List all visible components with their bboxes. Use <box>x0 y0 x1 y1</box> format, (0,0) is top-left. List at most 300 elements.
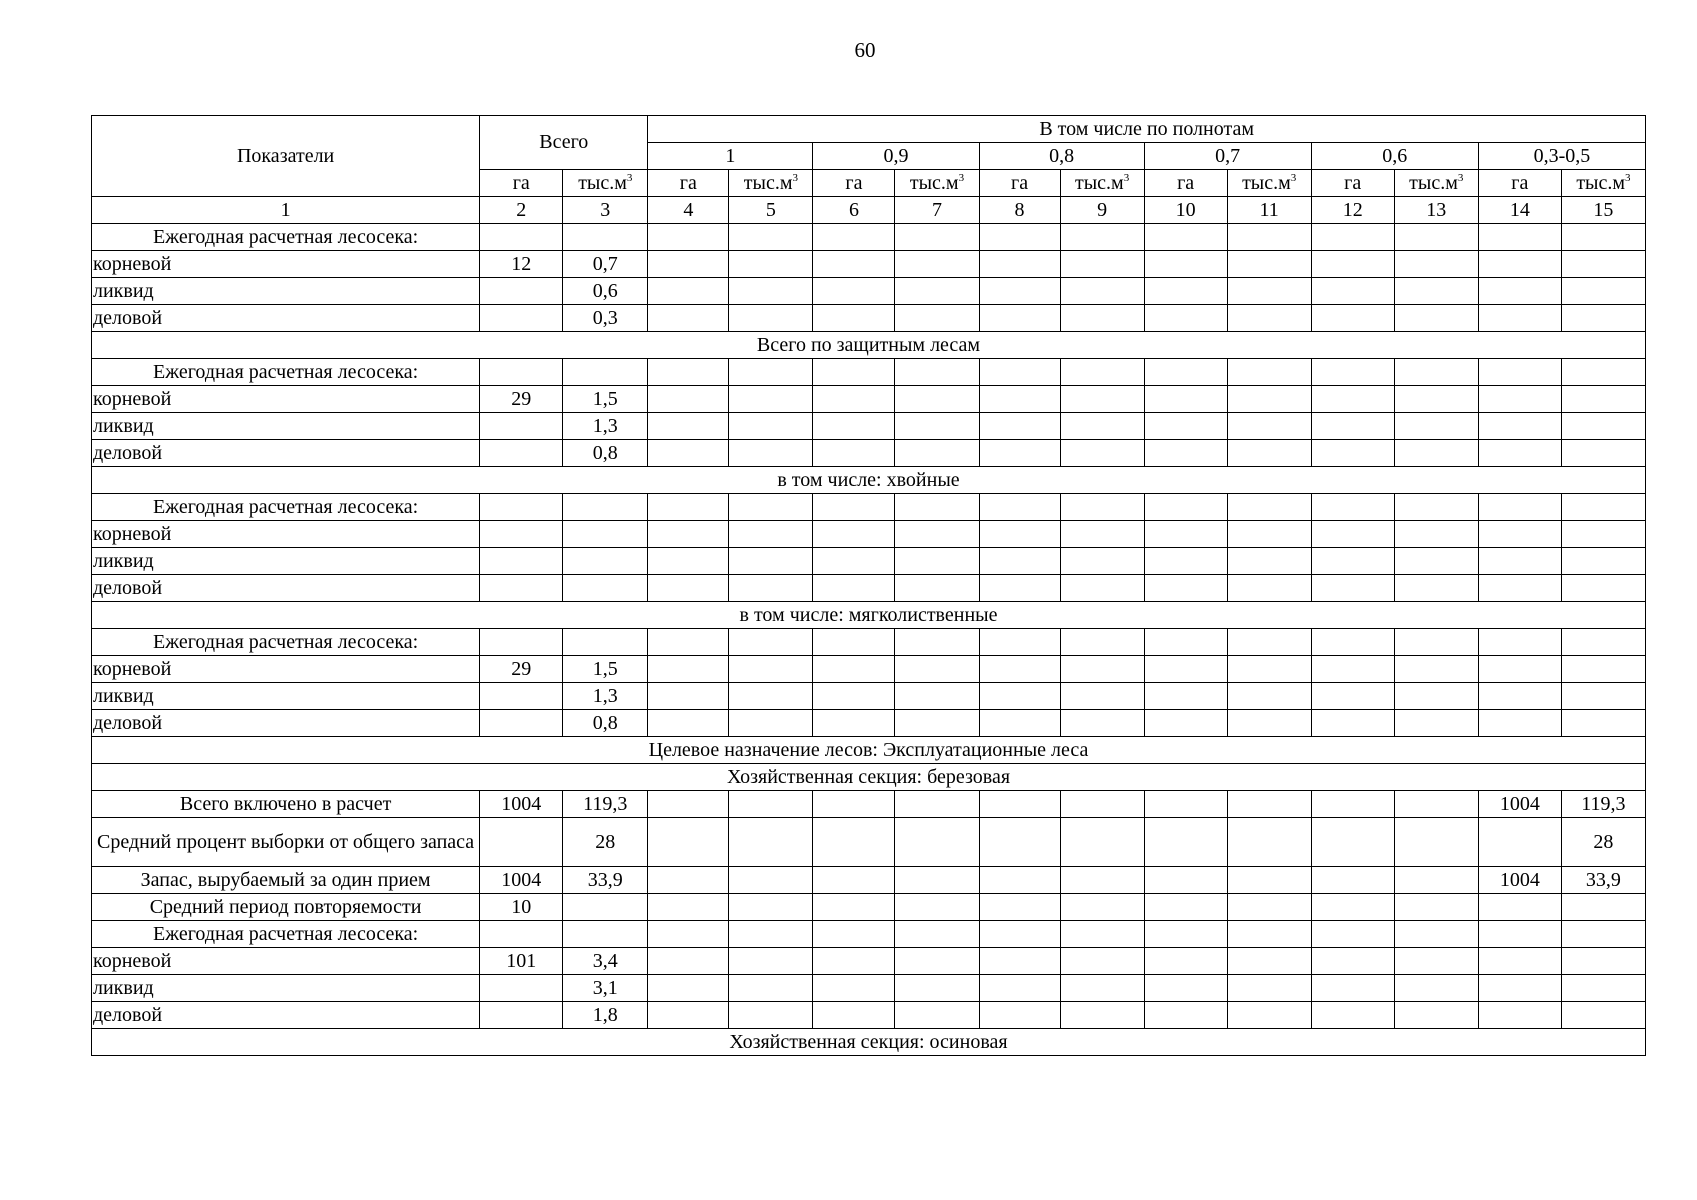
table-cell <box>979 494 1060 521</box>
table-row <box>92 224 1646 251</box>
table-cell <box>1144 359 1227 386</box>
table-cell <box>1060 251 1144 278</box>
table-cell <box>979 710 1060 737</box>
section-row <box>92 764 1646 791</box>
column-number: 1 <box>92 197 480 224</box>
header-unit-ha: га <box>1144 170 1227 197</box>
table-cell <box>1060 818 1144 867</box>
table-cell <box>1144 791 1227 818</box>
table-cell <box>1394 710 1478 737</box>
section-title: Всего по защитным лесам <box>92 332 1646 359</box>
table-cell <box>979 791 1060 818</box>
table-cell <box>1561 629 1645 656</box>
section-row <box>92 737 1646 764</box>
table-cell <box>1144 975 1227 1002</box>
table-cell <box>1227 629 1311 656</box>
table-cell <box>813 791 895 818</box>
table-cell <box>1227 575 1311 602</box>
unit-volume-text: тыс.м <box>578 171 627 194</box>
table-cell <box>1144 278 1227 305</box>
table-cell: 0,3 <box>563 305 648 332</box>
table-cell <box>1478 575 1561 602</box>
column-number: 12 <box>1311 197 1394 224</box>
table-cell <box>1060 359 1144 386</box>
table-cell <box>1060 386 1144 413</box>
table-cell <box>895 710 979 737</box>
table-cell <box>1311 975 1394 1002</box>
table-cell: 29 <box>480 386 563 413</box>
table-cell <box>1478 278 1561 305</box>
table-cell <box>1060 413 1144 440</box>
table-cell <box>1478 656 1561 683</box>
table-cell <box>979 1002 1060 1029</box>
table-row <box>92 818 1646 867</box>
table-cell: 101 <box>480 948 563 975</box>
table-cell <box>979 440 1060 467</box>
table-cell <box>648 359 729 386</box>
table-cell <box>813 575 895 602</box>
table-cell <box>895 867 979 894</box>
table-cell <box>1561 710 1645 737</box>
header-unit-volume <box>1227 170 1311 197</box>
table-cell <box>1060 683 1144 710</box>
table-cell <box>895 548 979 575</box>
table-cell <box>729 440 813 467</box>
table-cell <box>729 921 813 948</box>
table-cell <box>1144 440 1227 467</box>
row-label: корневой <box>92 251 480 278</box>
table-cell <box>1227 710 1311 737</box>
table-cell <box>979 948 1060 975</box>
table-cell <box>648 1002 729 1029</box>
table-cell <box>1394 975 1478 1002</box>
table-cell <box>648 305 729 332</box>
table-cell <box>1227 975 1311 1002</box>
table-cell <box>895 251 979 278</box>
table-cell <box>1144 867 1227 894</box>
header-unit-volume <box>1561 170 1645 197</box>
table-cell <box>1561 494 1645 521</box>
table-cell <box>1144 818 1227 867</box>
table-row <box>92 791 1646 818</box>
table-cell <box>1311 575 1394 602</box>
row-label: ликвид <box>92 975 480 1002</box>
table-cell <box>1144 386 1227 413</box>
table-row <box>92 683 1646 710</box>
table-cell <box>1060 948 1144 975</box>
table-cell <box>1144 548 1227 575</box>
table-cell: 1004 <box>480 791 563 818</box>
table-cell <box>1394 413 1478 440</box>
table-cell <box>1144 921 1227 948</box>
table-cell <box>1060 575 1144 602</box>
table-cell <box>729 278 813 305</box>
table-cell <box>1060 791 1144 818</box>
table-row <box>92 548 1646 575</box>
table-cell <box>1394 494 1478 521</box>
table-row <box>92 948 1646 975</box>
table-cell <box>1311 305 1394 332</box>
table-cell <box>813 683 895 710</box>
table-cell <box>729 1002 813 1029</box>
table-cell <box>1060 629 1144 656</box>
table-cell <box>1561 921 1645 948</box>
table-cell <box>480 359 563 386</box>
section-title: Хозяйственная секция: березовая <box>92 764 1646 791</box>
column-number: 14 <box>1478 197 1561 224</box>
row-label: корневой <box>92 656 480 683</box>
table-cell <box>979 629 1060 656</box>
table-cell <box>1060 440 1144 467</box>
table-cell: 119,3 <box>1561 791 1645 818</box>
table-cell: 1004 <box>1478 791 1561 818</box>
table-cell <box>1394 948 1478 975</box>
table-cell <box>1227 305 1311 332</box>
table-cell <box>1060 521 1144 548</box>
table-row <box>92 413 1646 440</box>
table-cell <box>563 359 648 386</box>
table-cell <box>1227 818 1311 867</box>
table-cell <box>648 494 729 521</box>
table-cell <box>1478 521 1561 548</box>
table-cell <box>729 494 813 521</box>
table-cell <box>1227 921 1311 948</box>
header-density: 0,3-0,5 <box>1478 143 1645 170</box>
table-row <box>92 1002 1646 1029</box>
table-cell <box>1311 224 1394 251</box>
table-cell <box>1478 975 1561 1002</box>
table-row <box>92 305 1646 332</box>
table-cell <box>648 948 729 975</box>
table-cell: 3,4 <box>563 948 648 975</box>
column-number: 4 <box>648 197 729 224</box>
row-label: деловой <box>92 575 480 602</box>
table-cell <box>979 894 1060 921</box>
table-row <box>92 894 1646 921</box>
table-cell <box>480 413 563 440</box>
table-cell <box>648 521 729 548</box>
table-cell <box>1144 683 1227 710</box>
header-unit-volume <box>563 170 648 197</box>
table-cell <box>1561 413 1645 440</box>
table-cell <box>1561 894 1645 921</box>
table-cell <box>1060 548 1144 575</box>
table-cell <box>895 575 979 602</box>
table-cell <box>895 1002 979 1029</box>
table-cell <box>563 548 648 575</box>
table-cell <box>729 413 813 440</box>
row-label: ликвид <box>92 683 480 710</box>
table-cell: 33,9 <box>1561 867 1645 894</box>
table-cell <box>1478 494 1561 521</box>
table-cell <box>563 921 648 948</box>
section-title: в том числе: мягколиственные <box>92 602 1646 629</box>
table-cell <box>1144 948 1227 975</box>
table-cell: 28 <box>563 818 648 867</box>
row-label: Ежегодная расчетная лесосека: <box>92 629 480 656</box>
table-cell <box>1227 278 1311 305</box>
table-cell <box>1311 818 1394 867</box>
table-cell <box>1227 656 1311 683</box>
table-cell <box>895 791 979 818</box>
table-cell <box>1478 683 1561 710</box>
header-unit-ha: га <box>979 170 1060 197</box>
table-cell <box>1311 656 1394 683</box>
table-cell <box>1227 251 1311 278</box>
table-cell <box>648 413 729 440</box>
table-cell <box>895 278 979 305</box>
section-row <box>92 332 1646 359</box>
table-cell <box>1478 359 1561 386</box>
table-cell: 0,8 <box>563 440 648 467</box>
column-number: 3 <box>563 197 648 224</box>
table-cell <box>895 521 979 548</box>
table-cell <box>729 359 813 386</box>
table-cell <box>480 521 563 548</box>
table-cell <box>813 440 895 467</box>
table-cell: 1,5 <box>563 656 648 683</box>
table-cell <box>813 548 895 575</box>
table-row <box>92 921 1646 948</box>
unit-volume-text: тыс.м <box>909 171 959 194</box>
table-cell <box>1561 224 1645 251</box>
table-cell <box>1144 1002 1227 1029</box>
table-cell <box>979 386 1060 413</box>
table-cell <box>480 305 563 332</box>
table-cell <box>480 975 563 1002</box>
table-cell <box>979 521 1060 548</box>
table-cell <box>1311 948 1394 975</box>
table-cell <box>1478 386 1561 413</box>
table-cell <box>729 224 813 251</box>
table-cell <box>480 278 563 305</box>
unit-volume-text: тыс.м <box>1242 171 1291 194</box>
table-cell <box>1561 656 1645 683</box>
table-cell <box>1311 1002 1394 1029</box>
table-cell <box>1060 894 1144 921</box>
table-cell <box>1227 548 1311 575</box>
table-cell <box>1227 791 1311 818</box>
table-cell <box>895 224 979 251</box>
header-unit-ha: га <box>1478 170 1561 197</box>
table-cell <box>1060 656 1144 683</box>
table-cell <box>813 867 895 894</box>
table-cell <box>563 894 648 921</box>
table-cell <box>1311 683 1394 710</box>
table-row <box>92 359 1646 386</box>
table-cell <box>1311 921 1394 948</box>
header-density: 0,8 <box>979 143 1144 170</box>
table-cell <box>1561 683 1645 710</box>
table-cell <box>813 251 895 278</box>
table-cell <box>1478 224 1561 251</box>
table-cell <box>648 251 729 278</box>
table-cell <box>895 305 979 332</box>
table-cell <box>1144 521 1227 548</box>
table-cell <box>563 224 648 251</box>
table-cell <box>1394 656 1478 683</box>
unit-volume-exponent: 3 <box>1625 171 1631 184</box>
table-cell <box>729 710 813 737</box>
row-label: ликвид <box>92 413 480 440</box>
table-row <box>92 629 1646 656</box>
table-cell <box>1561 575 1645 602</box>
table-cell <box>1060 494 1144 521</box>
table-cell <box>648 386 729 413</box>
table-cell <box>1227 867 1311 894</box>
row-label: Ежегодная расчетная лесосека: <box>92 224 480 251</box>
table-cell: 1,3 <box>563 413 648 440</box>
table-cell <box>1060 975 1144 1002</box>
unit-volume-text: тыс.м <box>1074 171 1124 194</box>
table-cell <box>813 413 895 440</box>
table-cell <box>1394 359 1478 386</box>
table-row <box>92 575 1646 602</box>
table-cell <box>1561 548 1645 575</box>
table-cell <box>979 575 1060 602</box>
table-cell: 0,8 <box>563 710 648 737</box>
table-cell <box>1394 791 1478 818</box>
table-cell <box>1144 251 1227 278</box>
section-row <box>92 602 1646 629</box>
table-cell <box>1060 710 1144 737</box>
table-cell <box>1311 894 1394 921</box>
section-row <box>92 1029 1646 1056</box>
table-cell <box>1311 359 1394 386</box>
table-cell <box>1227 683 1311 710</box>
table-cell <box>1311 251 1394 278</box>
table-cell <box>1060 278 1144 305</box>
table-cell <box>480 921 563 948</box>
table-cell <box>1144 656 1227 683</box>
unit-volume-exponent: 3 <box>1290 171 1297 184</box>
table-cell <box>1311 278 1394 305</box>
table-cell <box>648 224 729 251</box>
table-cell <box>1561 386 1645 413</box>
table-cell: 119,3 <box>563 791 648 818</box>
table-cell <box>813 494 895 521</box>
table-cell <box>1561 359 1645 386</box>
row-label: Средний период повторяемости <box>92 894 480 921</box>
table-cell: 1004 <box>1478 867 1561 894</box>
table-cell <box>979 305 1060 332</box>
row-label: ликвид <box>92 278 480 305</box>
table-cell <box>979 656 1060 683</box>
header-total: Всего <box>480 116 648 170</box>
row-label: корневой <box>92 521 480 548</box>
table-cell <box>813 710 895 737</box>
row-label: Средний процент выборки от общего запаса <box>92 818 480 867</box>
table-cell <box>1311 710 1394 737</box>
table-cell <box>813 224 895 251</box>
table-cell <box>1478 948 1561 975</box>
row-label: корневой <box>92 386 480 413</box>
table-cell <box>1394 894 1478 921</box>
table-cell <box>1561 305 1645 332</box>
table-cell <box>648 975 729 1002</box>
table-cell <box>1394 818 1478 867</box>
table-cell <box>1394 251 1478 278</box>
table-cell <box>895 629 979 656</box>
row-label: Запас, вырубаемый за один прием <box>92 867 480 894</box>
table-row <box>92 656 1646 683</box>
header-indicators: Показатели <box>92 116 480 197</box>
table-cell <box>1561 1002 1645 1029</box>
table-cell <box>1144 224 1227 251</box>
column-number: 6 <box>813 197 895 224</box>
table-cell <box>1394 921 1478 948</box>
table-cell <box>813 948 895 975</box>
table-cell <box>1060 867 1144 894</box>
table-cell <box>1394 629 1478 656</box>
table-cell <box>563 629 648 656</box>
table-cell <box>648 440 729 467</box>
table-cell <box>1478 1002 1561 1029</box>
section-row <box>92 467 1646 494</box>
table-cell <box>979 818 1060 867</box>
table-cell <box>648 548 729 575</box>
table-cell <box>895 948 979 975</box>
table-cell <box>1227 1002 1311 1029</box>
table-cell <box>1227 386 1311 413</box>
table-cell: 10 <box>480 894 563 921</box>
table-cell <box>1060 1002 1144 1029</box>
table-cell <box>895 359 979 386</box>
table-cell <box>1311 494 1394 521</box>
table-row <box>92 494 1646 521</box>
row-label: Ежегодная расчетная лесосека: <box>92 359 480 386</box>
table-cell <box>1478 710 1561 737</box>
unit-volume-exponent: 3 <box>626 171 633 184</box>
table-cell <box>1311 413 1394 440</box>
table-cell <box>813 975 895 1002</box>
header-unit-ha: га <box>480 170 563 197</box>
table-cell <box>979 683 1060 710</box>
table-cell <box>1144 413 1227 440</box>
table-cell <box>979 413 1060 440</box>
header-unit-ha: га <box>813 170 895 197</box>
table-cell <box>979 548 1060 575</box>
table-cell <box>648 278 729 305</box>
column-number: 2 <box>480 197 563 224</box>
table-cell <box>1478 818 1561 867</box>
table-cell <box>1227 894 1311 921</box>
table-cell <box>1394 440 1478 467</box>
table-cell <box>648 791 729 818</box>
section-title: в том числе: хвойные <box>92 467 1646 494</box>
table-cell <box>729 548 813 575</box>
table-cell: 12 <box>480 251 563 278</box>
table-cell <box>1394 224 1478 251</box>
table-cell <box>1227 359 1311 386</box>
table-cell <box>1144 575 1227 602</box>
unit-volume-text: тыс.м <box>1576 171 1626 194</box>
table-cell <box>1561 440 1645 467</box>
table-cell <box>648 818 729 867</box>
table-cell <box>895 683 979 710</box>
table-cell <box>1478 440 1561 467</box>
table-cell <box>1060 224 1144 251</box>
table-cell <box>1227 440 1311 467</box>
table-cell <box>813 1002 895 1029</box>
table-cell: 29 <box>480 656 563 683</box>
table-cell <box>1394 386 1478 413</box>
table-cell <box>1227 948 1311 975</box>
table-cell: 1,5 <box>563 386 648 413</box>
table-cell <box>1478 305 1561 332</box>
table-cell <box>1478 921 1561 948</box>
table-cell <box>1561 278 1645 305</box>
